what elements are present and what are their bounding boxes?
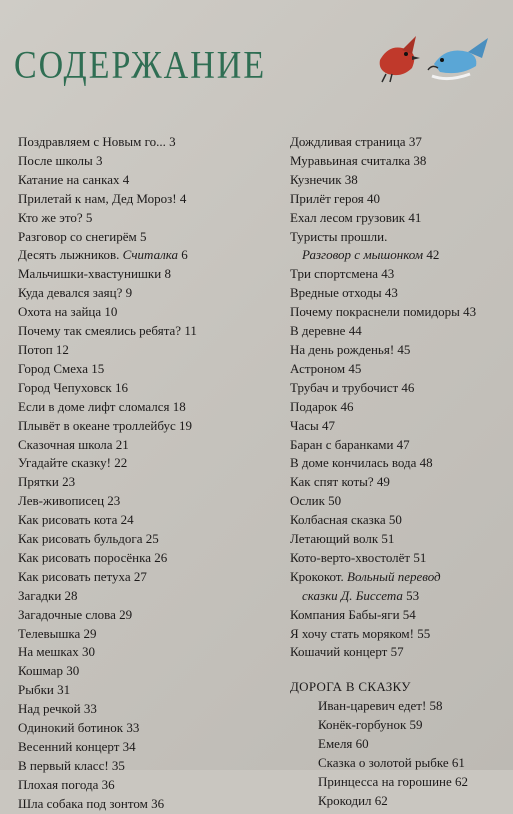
toc-entry [18, 776, 274, 795]
toc-entry [18, 360, 274, 379]
toc-entry-text: Десять лыжников. [18, 247, 123, 263]
toc-entry-text: Если в доме лифт сломался 18 [18, 398, 186, 414]
toc-entry-text: Часы 47 [290, 417, 335, 433]
toc-entry [290, 171, 510, 190]
toc-entry-text: Прилетай к нам, Дед Мороз! 4 [18, 190, 187, 206]
toc-entry [290, 417, 510, 436]
toc-entry-text: Колбасная сказка 50 [290, 512, 402, 528]
toc-entry-text: Сказка о золотой рыбке 61 [318, 755, 465, 770]
toc-entry [18, 190, 274, 209]
toc-entry-text: Шла собака под зонтом 36 [18, 795, 165, 811]
toc-entry-text: В деревне 44 [290, 323, 362, 339]
toc-entry [18, 322, 274, 341]
toc-entry [18, 284, 274, 303]
toc-entry-text: Трубач и трубочист 46 [290, 379, 415, 395]
toc-entry [318, 754, 510, 773]
toc-entry [290, 454, 510, 473]
toc-entry [290, 341, 510, 360]
toc-entry-text: Охота на зайца 10 [18, 304, 118, 320]
fish-icon [428, 38, 488, 79]
toc-entry-text: Астроном 45 [290, 360, 362, 376]
toc-entry-italic: Разговор с мышонком [302, 247, 424, 263]
toc-entry [318, 792, 510, 811]
toc-entry [18, 568, 274, 587]
toc-entry-text: Принцесса на горошине 62 [318, 773, 469, 789]
toc-entry [290, 152, 510, 171]
toc-entry [18, 643, 274, 662]
toc-entry-text: Три спортсмена 43 [290, 266, 395, 282]
toc-entry [18, 246, 274, 265]
toc-entry [290, 473, 510, 492]
toc-entry [318, 716, 510, 735]
toc-entry-text: Поздравляем с Новым го... 3 [18, 134, 176, 149]
toc-entry-text: Как рисовать бульдога 25 [18, 531, 159, 547]
right-entries [290, 133, 510, 662]
toc-entry-italic: сказки Д. Биссета [302, 587, 403, 603]
toc-entry [18, 436, 274, 455]
toc-entry-text: Баран с баранками 47 [290, 436, 410, 452]
toc-entry-text: Над речкой 33 [18, 701, 97, 717]
toc-entry-italic: Считалка [122, 247, 179, 263]
toc-entry [18, 511, 274, 530]
toc-entry [290, 228, 510, 247]
toc-entry [18, 473, 274, 492]
toc-entry [18, 341, 274, 360]
toc-entry [18, 209, 274, 228]
toc-entry [18, 625, 274, 644]
toc-entry [18, 492, 274, 511]
toc-entry-page: 42 [423, 247, 440, 263]
toc-entry [318, 697, 510, 716]
toc-entry-text: Рыбки 31 [18, 682, 71, 698]
toc-entry [18, 417, 274, 436]
toc-entry-text: Кошмар 30 [18, 663, 80, 679]
toc-entry-page: 53 [402, 587, 420, 603]
toc-entry-text: Весенний концерт 34 [18, 739, 136, 754]
toc-entry [18, 700, 274, 719]
toc-entry [318, 735, 510, 754]
illustration [372, 24, 492, 86]
toc-entry-text: Кузнечик 38 [290, 171, 358, 187]
toc-entry-text: Конёк-горбунок 59 [318, 717, 423, 733]
toc-entry-text: Почему покраснели помидоры 43 [290, 304, 477, 320]
toc-entry [290, 190, 510, 209]
toc-entry [18, 133, 274, 152]
toc-entry [290, 549, 510, 568]
toc-entry-text: Компания Бабы-яги 54 [290, 606, 416, 622]
toc-entry-text: В доме кончилась вода 48 [290, 455, 433, 471]
section-heading: ДОРОГА В СКАЗКУ [290, 679, 411, 695]
toc-entry [18, 606, 274, 625]
toc-entry-text: Угадайте сказку! 22 [18, 455, 128, 471]
toc-entry-text: Муравьиная считалка 38 [290, 152, 427, 168]
section-items [290, 697, 510, 810]
toc-entry-text: Вредные отходы 43 [290, 285, 398, 301]
bird-icon [380, 36, 420, 82]
toc-entry [18, 719, 274, 738]
toc-entry [18, 681, 274, 700]
toc-entry-text: Ослик 50 [290, 493, 342, 509]
toc-entry-text: Катание на санках 4 [18, 171, 130, 187]
toc-entry [290, 303, 510, 322]
toc-entry-text: Загадочные слова 29 [18, 606, 133, 622]
toc-entry [290, 643, 510, 662]
toc-entry-text: Разговор со снегирём 5 [18, 228, 147, 244]
page-title: СОДЕРЖАНИЕ [14, 44, 267, 87]
toc-entry-text: Дождливая страница 37 [290, 134, 422, 149]
toc-entry [18, 228, 274, 247]
toc-entry-text: Как рисовать поросёнка 26 [18, 549, 168, 565]
toc-entry-text: Плывёт в океане троллейбус 19 [18, 417, 193, 433]
toc-entry [290, 511, 510, 530]
toc-entry-text: Как спят коты? 49 [290, 474, 390, 490]
toc-entry [290, 322, 510, 341]
toc-entry-text: Как рисовать кота 24 [18, 512, 134, 528]
toc-entry [290, 530, 510, 549]
toc-entry-text: Прилёт героя 40 [290, 190, 380, 206]
toc-entry [18, 795, 274, 814]
toc-entry [290, 265, 510, 284]
contents-left-column [18, 133, 274, 814]
toc-entry-text: В первый класс! 35 [18, 757, 125, 773]
toc-entry-text: Город Смеха 15 [18, 360, 105, 376]
toc-entry-text: Летающий волк 51 [290, 531, 395, 547]
toc-entry-text: Иван-царевич едет! 58 [318, 698, 443, 714]
toc-entry [290, 133, 510, 152]
toc-entry [18, 662, 274, 681]
toc-entry [318, 773, 510, 792]
toc-entry [290, 379, 510, 398]
toc-entry [18, 738, 274, 757]
toc-entry-text: Я хочу стать моряком! 55 [290, 625, 431, 641]
toc-entry-text: Кошачий концерт 57 [290, 644, 404, 660]
toc-entry [290, 246, 510, 265]
toc-entry-text: Телевышка 29 [18, 625, 97, 641]
toc-entry [18, 379, 274, 398]
toc-entry [290, 625, 510, 644]
toc-entry-text: Прятки 23 [18, 474, 76, 490]
toc-entry-text: Загадки 28 [18, 587, 78, 603]
toc-entry [290, 209, 510, 228]
toc-entry-italic: Вольный перевод [347, 568, 441, 584]
toc-entry [18, 265, 274, 284]
toc-entry [18, 171, 274, 190]
toc-entry-text: На мешках 30 [18, 644, 96, 660]
toc-entry [18, 587, 274, 606]
toc-entry [290, 568, 510, 587]
toc-entry-text: Почему так смеялись ребята? 11 [18, 323, 197, 339]
toc-entry-text: Крококот. [290, 568, 348, 584]
toc-entry-text: Туристы прошли. [290, 228, 388, 244]
toc-entry-text: Одинокий ботинок 33 [18, 720, 140, 736]
toc-entry [18, 530, 274, 549]
toc-entry-page: 6 [178, 247, 188, 263]
toc-entry-text: На день рожденья! 45 [290, 341, 411, 357]
toc-entry-text: Лев-живописец 23 [18, 493, 121, 509]
toc-entry-text: Сказочная школа 21 [18, 436, 129, 452]
toc-entry [290, 284, 510, 303]
toc-entry-text: Емеля 60 [318, 736, 369, 752]
toc-entry-text: Крокодил 62 [318, 792, 388, 808]
toc-entry [290, 492, 510, 511]
toc-entry [18, 303, 274, 322]
toc-entry [18, 757, 274, 776]
toc-entry-text: Мальчишки-хвастунишки 8 [18, 266, 171, 282]
toc-entry-text: После школы 3 [18, 152, 103, 168]
toc-entry [290, 436, 510, 455]
toc-entry [290, 398, 510, 417]
toc-entry-text: Плохая погода 36 [18, 776, 115, 792]
toc-entry [18, 152, 274, 171]
toc-entry [18, 398, 274, 417]
toc-entry [290, 360, 510, 379]
toc-entry-text: Как рисовать петуха 27 [18, 568, 147, 584]
contents-right-column [290, 133, 510, 811]
toc-entry-text: Кото-верто-хвостолёт 51 [290, 549, 427, 565]
toc-entry [290, 606, 510, 625]
toc-entry [18, 454, 274, 473]
toc-entry-text: Ехал лесом грузовик 41 [290, 209, 422, 225]
toc-entry-text: Город Чепуховск 16 [18, 379, 128, 395]
toc-entry [18, 549, 274, 568]
toc-entry-text: Куда девался заяц? 9 [18, 285, 133, 301]
toc-entry-text: Потоп 12 [18, 341, 69, 357]
toc-entry-text: Подарок 46 [290, 398, 354, 414]
toc-entry-text: Кто же это? 5 [18, 209, 93, 225]
toc-entry [290, 587, 510, 606]
